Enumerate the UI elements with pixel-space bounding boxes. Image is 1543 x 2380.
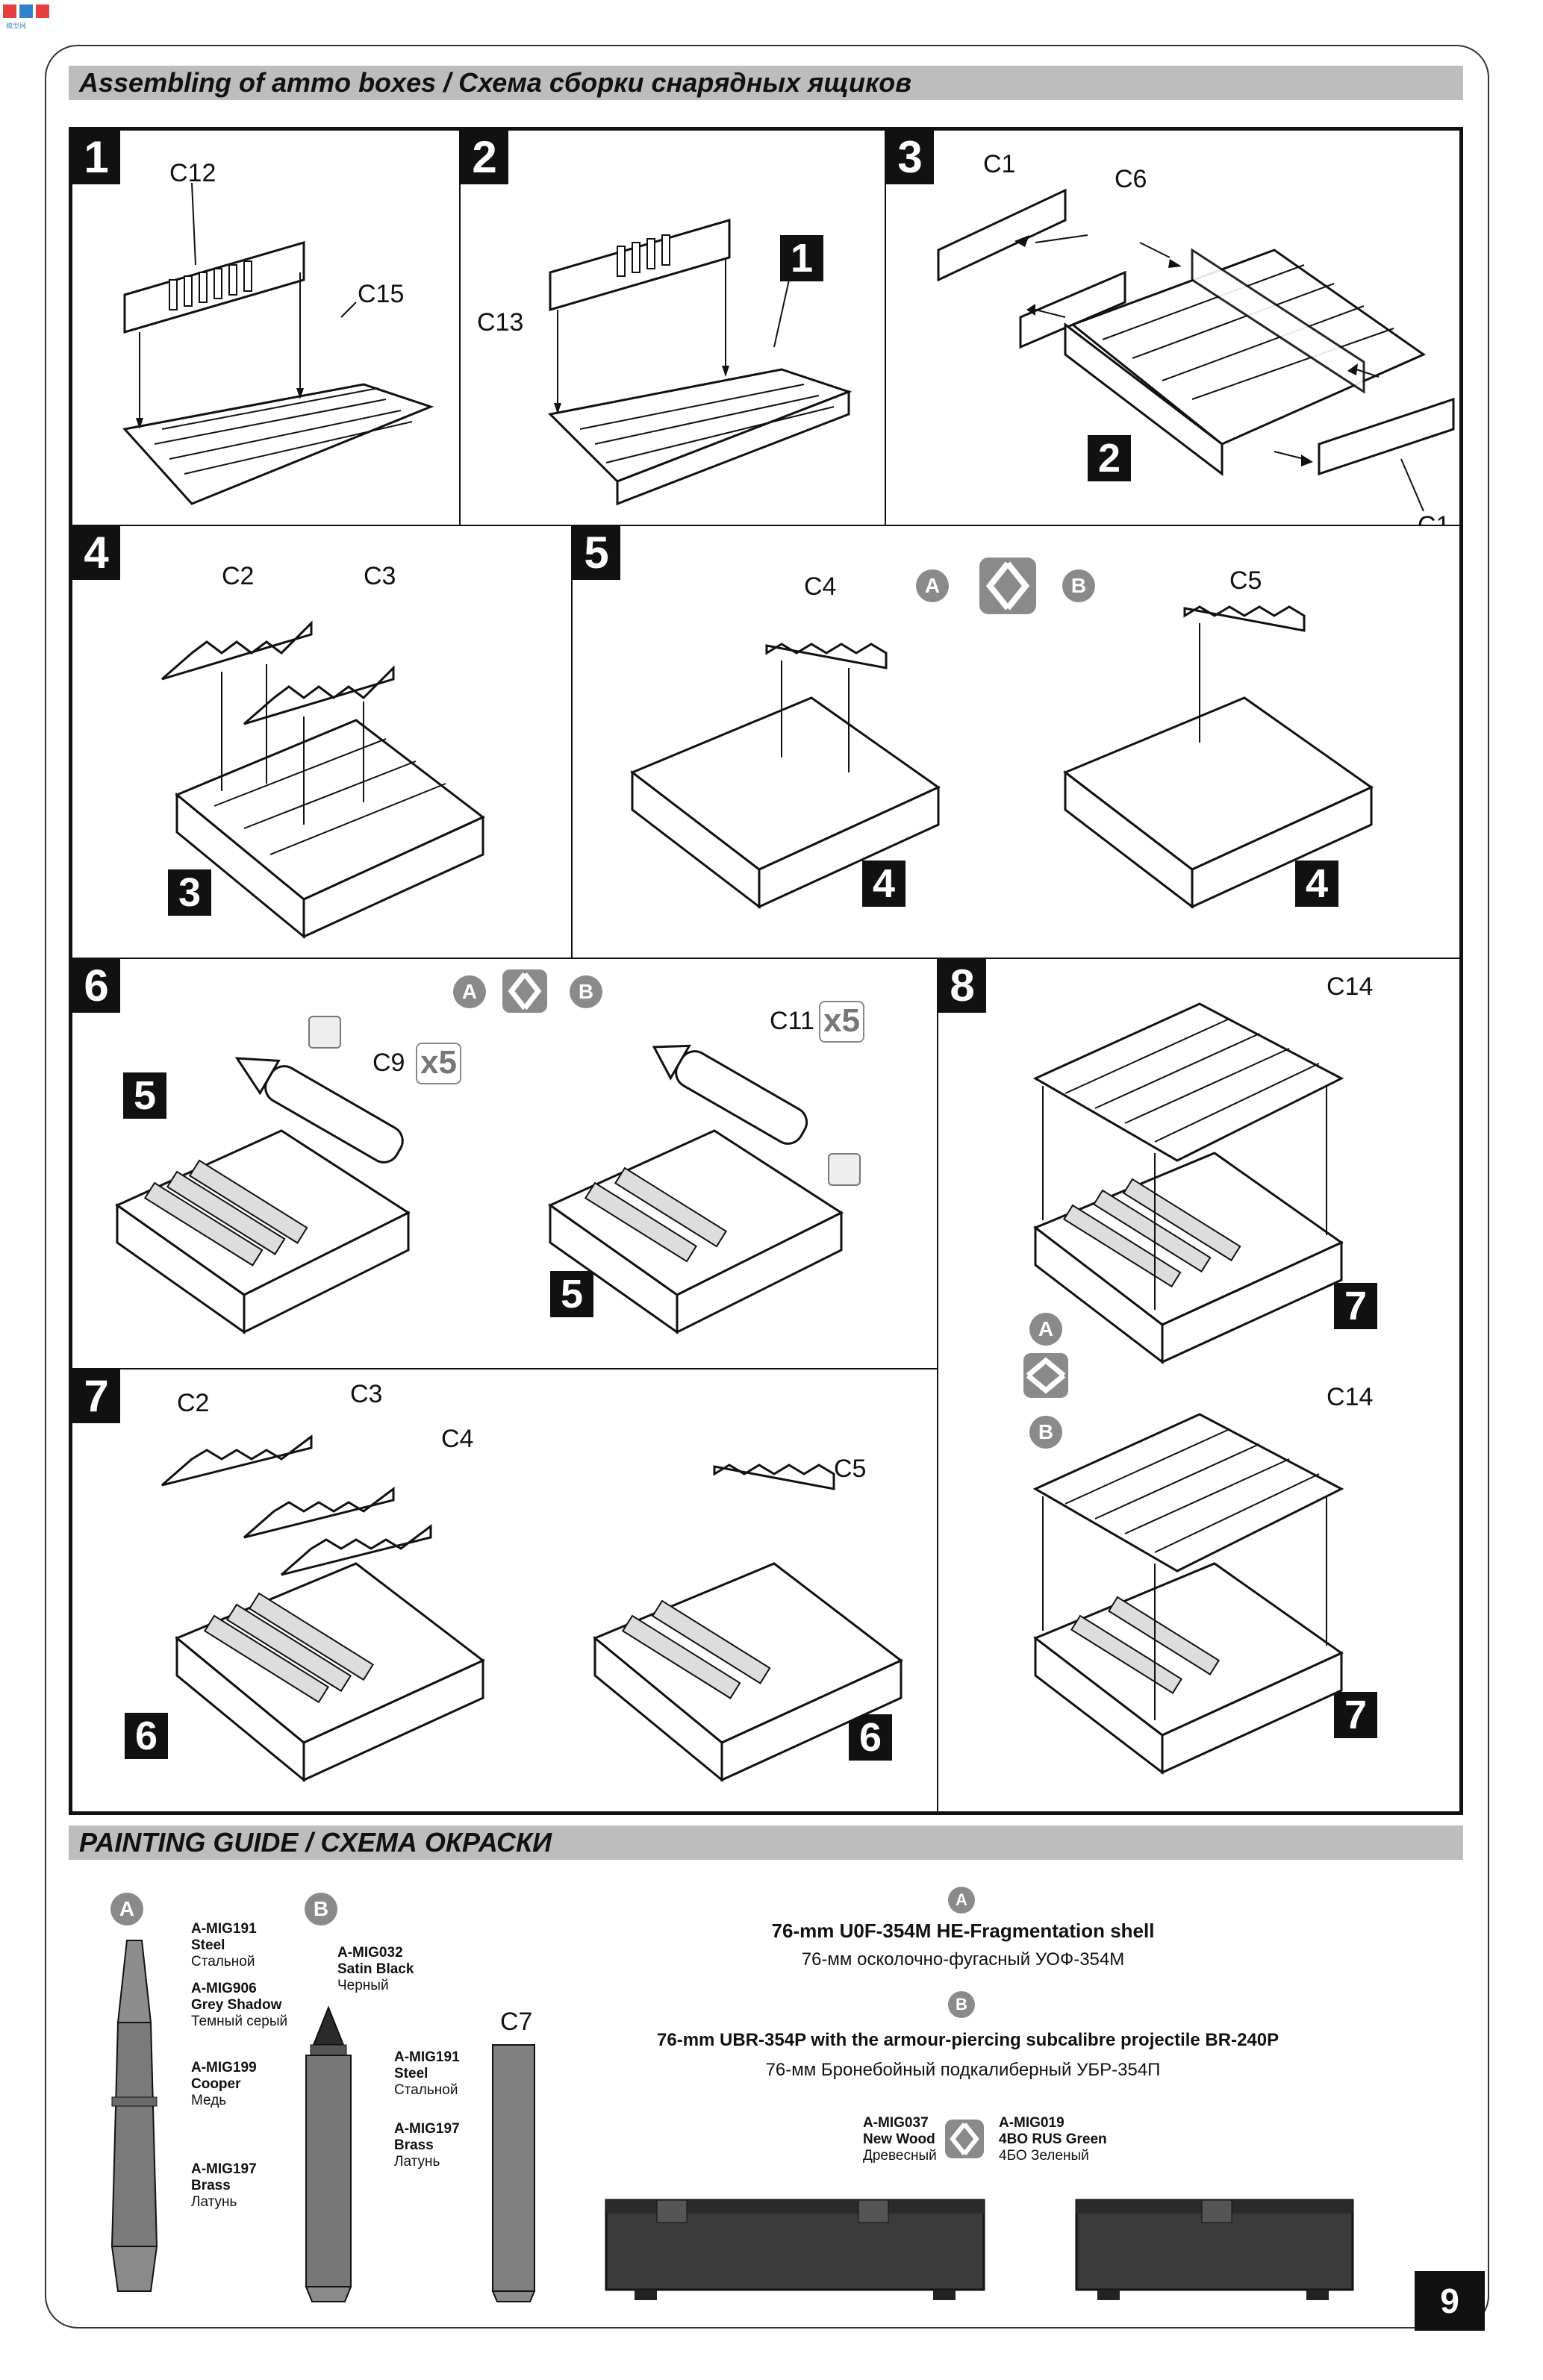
step-6-illustration: [72, 959, 940, 1371]
part-label-c2-step7: C2: [177, 1389, 210, 1417]
c9-quantity: x5: [416, 1043, 461, 1084]
step-7-panel: [71, 1368, 938, 1813]
brand-watermark: 模型网: [6, 22, 27, 30]
part-label-c12: C12: [169, 159, 216, 187]
step-1-panel: [71, 129, 461, 526]
step-8-ref-badge-a: 7: [1334, 1283, 1377, 1329]
part-label-c11: C11: [770, 1007, 814, 1035]
paint-color-item: A-MIG197 Brass Латунь: [394, 2121, 460, 2170]
part-label-c6: C6: [1115, 165, 1147, 193]
paint-color-item: A-MIG197 Brass Латунь: [191, 2161, 257, 2210]
step-7-ref-badge-a: 6: [125, 1713, 168, 1759]
paint-color-item: A-MIG191 Steel Стальной: [394, 2049, 460, 2098]
part-label-c2: C2: [222, 562, 255, 590]
part-label-c3: C3: [364, 562, 396, 590]
box-color-rus-green: A-MIG019 4BO RUS Green 4БО Зеленый: [999, 2115, 1107, 2164]
step-8-variant-a-badge: A: [1029, 1313, 1062, 1346]
step-4-illustration: [72, 526, 574, 961]
variant-a-badge: A: [916, 569, 949, 602]
desc-a-russian: 76-мм осколочно-фугасный УОФ-354М: [801, 1949, 1125, 1970]
step-5b-ref-badge: 4: [1295, 861, 1338, 907]
c7-casing-illustration: [485, 2037, 545, 2306]
step-2-ref-badge: 1: [780, 235, 823, 281]
variant-b-badge: B: [1062, 569, 1095, 602]
part-label-c4-step7: C4: [441, 1425, 474, 1453]
part-label-c5: C5: [1229, 566, 1262, 595]
box-rus-green-illustration: [1075, 2193, 1359, 2305]
desc-a-badge: A: [948, 1887, 975, 1914]
step-6-ref-badge-a: 5: [123, 1072, 166, 1119]
step-2-illustration: [461, 131, 888, 528]
step-6-ref-badge-b: 5: [550, 1271, 593, 1317]
step-8-variant-b-badge: B: [1029, 1416, 1062, 1449]
step-5a-ref-badge: 4: [862, 861, 905, 907]
step-5-number: 5: [573, 526, 620, 580]
step-7-ref-badge-b: 6: [849, 1714, 892, 1761]
part-label-c13: C13: [477, 308, 524, 337]
shell-b-color-list: [337, 1945, 414, 1994]
paint-color-item: A-MIG191 Steel Стальной: [191, 1921, 257, 1970]
step-5-panel: [571, 525, 1461, 959]
step-3-ref-badge: 2: [1088, 435, 1131, 481]
assembly-grid: [69, 127, 1463, 1815]
paint-color-item: A-MIG199 Cooper Медь: [191, 2060, 257, 2108]
step-7-number: 7: [72, 1369, 120, 1423]
step-4-number: 4: [72, 526, 120, 580]
shell-b-illustration: [291, 2008, 373, 2306]
desc-a-english: 76-mm U0F-354M HE-Fragmentation shell: [771, 1920, 1155, 1942]
part-label-c4: C4: [804, 572, 837, 601]
part-label-c3-step7: C3: [350, 1380, 383, 1408]
step-1-number: 1: [72, 131, 120, 184]
step-2-number: 2: [461, 131, 508, 184]
desc-b-russian: 76-мм Бронебойный подкалиберный УБР-354П: [765, 2060, 1161, 2080]
step-8-ref-badge-b: 7: [1334, 1692, 1377, 1738]
page-number: 9: [1415, 2271, 1485, 2331]
desc-b-badge: B: [948, 1991, 975, 2018]
step-3-panel: [885, 129, 1461, 526]
assembly-section-title: Assembling of ammo boxes / Схема сборки снарядных ящиков: [69, 66, 1463, 100]
brand-logo: [3, 3, 55, 28]
part-label-c9: C9: [372, 1049, 405, 1077]
step-7-illustration: [72, 1369, 940, 1814]
shell-a-badge: A: [110, 1893, 143, 1925]
shell-a-illustration: [97, 1933, 179, 2306]
step-3-illustration: [886, 131, 1462, 528]
step-4-panel: [71, 525, 573, 959]
part-label-c1-top: C1: [983, 150, 1016, 178]
painting-section-title: PAINTING GUIDE / СХЕМА ОКРАСКИ: [69, 1825, 1463, 1860]
step-8-number: 8: [938, 959, 986, 1013]
step-4-ref-badge: 3: [168, 869, 211, 916]
paint-color-item: A-MIG032 Satin Black Черный: [337, 1945, 414, 1993]
part-label-c7: C7: [500, 2008, 533, 2036]
box-color-new-wood: A-MIG037 New Wood Древесный: [863, 2115, 937, 2164]
part-label-c5-step7: C5: [834, 1455, 867, 1483]
step-2-panel: [459, 129, 886, 526]
step-6-variant-a-badge: A: [453, 975, 486, 1008]
step-3-number: 3: [886, 131, 934, 184]
shell-b-badge: B: [305, 1893, 337, 1925]
step-6-panel: [71, 958, 938, 1369]
step-6-number: 6: [72, 959, 120, 1013]
part-label-c14-bottom: C14: [1327, 1383, 1374, 1411]
part-label-c15: C15: [358, 280, 405, 308]
step-8-illustration: [938, 959, 1462, 1814]
shell-a-color-list: [191, 1921, 287, 2211]
box-swap-icon: [945, 2120, 984, 2158]
step-6-variant-b-badge: B: [570, 975, 602, 1008]
step-5-illustration: [573, 526, 1462, 961]
step-8-panel: [937, 958, 1461, 1813]
paint-color-item: A-MIG906 Grey Shadow Темный серый: [191, 1981, 288, 2029]
desc-b-english: 76-mm UBR-354P with the armour-piercing subcalibre projectile BR-240P: [657, 2030, 1279, 2050]
shell-b-color-list-2: [394, 2049, 460, 2170]
box-new-wood-illustration: [605, 2193, 993, 2305]
c11-quantity: x5: [819, 1001, 864, 1043]
part-label-c14-top: C14: [1327, 972, 1374, 1001]
step-1-illustration: [72, 131, 462, 528]
